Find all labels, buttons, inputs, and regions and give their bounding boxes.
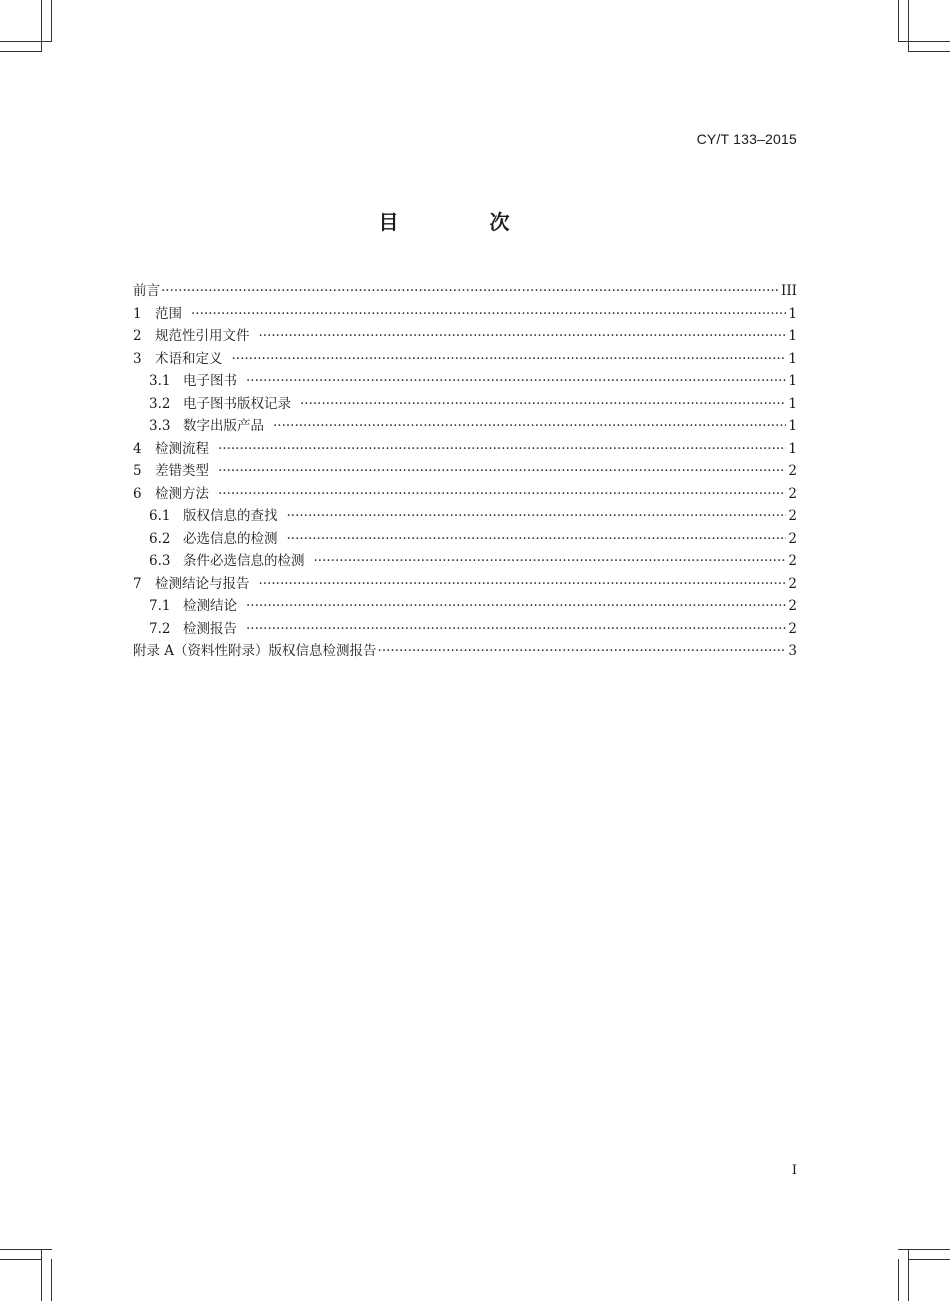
crop-mark-top-right [908,0,909,52]
crop-mark-bottom-left [0,1259,42,1260]
toc-dot-leader [300,396,786,412]
toc-entry-label: 电子图书 [183,373,237,389]
toc-dot-leader [246,621,786,637]
toc-entry-page: 3 [788,643,797,659]
toc-entry-label: 检测结论 [183,598,237,614]
toc-entry-label: 检测结论与报告 [155,575,250,592]
toc-entry-number: 3.3 [149,418,171,434]
toc-entry-label: 检测报告 [183,620,237,637]
toc-entry-page: 1 [788,418,797,434]
toc-entry-number: 6.1 [149,508,171,524]
toc-title: 目 次 [378,210,552,234]
crop-mark-top-left [0,41,52,42]
toc-entry-page: 2 [788,485,797,502]
toc-dot-leader [218,441,786,457]
toc-dot-leader [218,463,786,479]
toc-entry[interactable] [133,617,797,640]
toc-entry-label: 前言 [133,283,160,299]
toc-dot-leader [259,576,787,592]
crop-mark-top-left [0,51,42,52]
toc-entry-number: 3.2 [149,395,171,412]
toc-entry-page: III [781,283,797,299]
document-code: CY/T 133–2015 [696,131,797,147]
toc-entry[interactable] [133,279,797,302]
toc-entry[interactable] [133,437,797,460]
toc-entry-label: 附录 A（资料性附录）版权信息检测报告 [133,643,377,659]
toc-dot-leader [287,531,787,547]
toc-dot-leader [259,328,787,344]
toc-entry-label: 术语和定义 [155,350,223,367]
toc-dot-leader [273,418,786,434]
toc-entry[interactable] [133,324,797,347]
toc-entry-page: 1 [788,373,797,389]
toc-entry-number: 1 [133,305,142,322]
toc-entry-page: 1 [788,395,797,412]
crop-mark-top-left [41,0,42,52]
toc-entry-label: 检测流程 [155,440,209,457]
toc-entry-number: 6 [133,485,142,502]
crop-mark-bottom-right [898,1249,950,1250]
toc-entry[interactable] [133,572,797,595]
toc-entry-label: 数字出版产品 [183,418,264,434]
toc-dot-leader [218,486,786,502]
crop-mark-bottom-left [41,1249,42,1301]
toc-entry[interactable] [133,504,797,527]
toc-entry[interactable] [133,549,797,572]
toc-entry-number: 7.2 [149,620,171,637]
toc-dot-leader [378,643,787,659]
toc-dot-leader [287,508,787,524]
crop-mark-top-right [908,51,950,52]
toc-entry-page: 1 [788,440,797,457]
toc-entry[interactable] [133,594,797,617]
toc-dot-leader [191,306,786,322]
crop-mark-bottom-right [898,1259,899,1301]
toc-entry-page: 2 [788,575,797,592]
toc-entry-label: 条件必选信息的检测 [183,553,305,569]
toc-entry-page: 1 [788,328,797,344]
crop-mark-top-right [898,41,950,42]
toc-entry-label: 差错类型 [155,463,209,479]
toc-entry[interactable] [133,527,797,550]
toc-entry-number: 5 [133,463,142,479]
toc-entry[interactable] [133,347,797,370]
crop-mark-top-right [898,0,899,42]
toc-dot-leader [314,553,787,569]
toc-entry-page: 2 [788,530,797,547]
crop-mark-bottom-left [0,1249,52,1250]
toc-entry-label: 规范性引用文件 [155,328,250,344]
toc-entry-number: 3 [133,350,142,367]
toc-entry-number: 3.1 [149,373,171,389]
toc-entry-page: 2 [788,508,797,524]
toc-entry-page: 2 [788,598,797,614]
toc-entry-page: 2 [788,620,797,637]
toc-entry[interactable] [133,482,797,505]
page-number: I [791,1163,797,1178]
toc-entry[interactable] [133,459,797,482]
toc-entry-number: 7 [133,575,142,592]
crop-mark-bottom-right [908,1249,909,1301]
table-of-contents [133,279,797,662]
toc-entry-page: 2 [788,553,797,569]
toc-entry-label: 电子图书版权记录 [183,395,291,412]
toc-entry-page: 2 [788,463,797,479]
toc-entry-label: 版权信息的查找 [183,508,278,524]
toc-entry-page: 1 [788,305,797,322]
toc-entry[interactable] [133,302,797,325]
toc-entry-page: 1 [788,350,797,367]
toc-dot-leader [232,351,787,367]
toc-entry-label: 检测方法 [155,485,209,502]
toc-entry-number: 6.2 [149,530,171,547]
crop-mark-bottom-right [908,1259,950,1260]
crop-mark-bottom-left [51,1259,52,1301]
toc-dot-leader [161,283,779,299]
toc-entry-number: 2 [133,328,142,344]
toc-entry-number: 6.3 [149,553,171,569]
toc-entry-label: 范围 [155,305,182,322]
toc-entry-number: 7.1 [149,598,171,614]
toc-dot-leader [246,373,786,389]
crop-mark-top-left [51,0,52,42]
toc-entry[interactable] [133,639,797,662]
toc-entry[interactable] [133,392,797,415]
toc-entry[interactable] [133,369,797,392]
toc-entry-label: 必选信息的检测 [183,530,278,547]
toc-entry[interactable] [133,414,797,437]
toc-dot-leader [246,598,786,614]
toc-entry-number: 4 [133,440,142,457]
